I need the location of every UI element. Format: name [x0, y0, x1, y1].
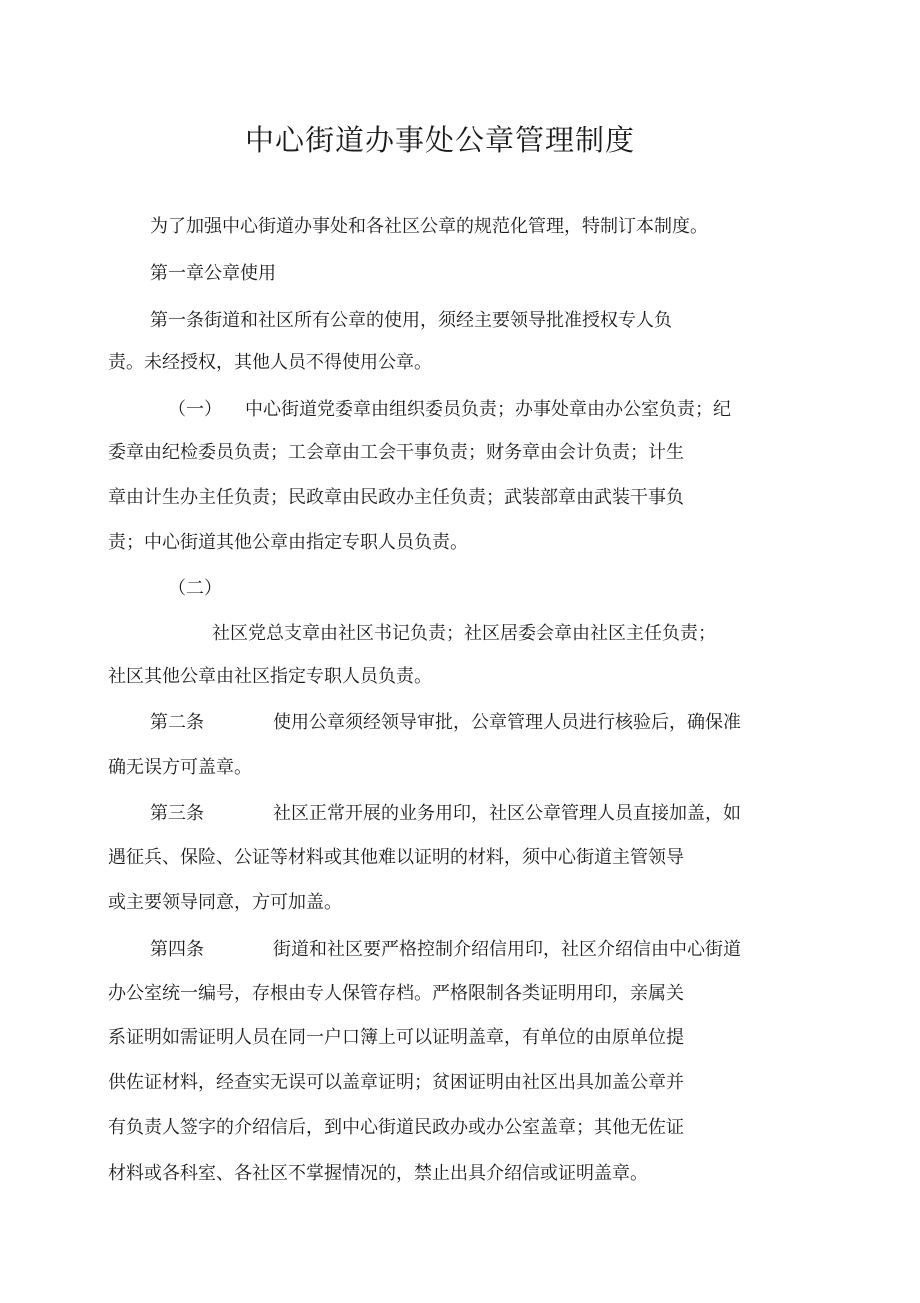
article2-label: 第二条 [150, 712, 204, 733]
article4-line4: 供佐证材料，经查实无误可以盖章证明；贫困证明由社区出具加盖公章并 [108, 1072, 684, 1093]
item2-line1: 社区党总支章由社区书记负责；社区居委会章由社区主任负责； [212, 623, 716, 644]
item1-line4: 责；中心街道其他公章由指定专职人员负责。 [108, 532, 468, 553]
article4-line6: 材料或各科室、各社区不掌握情况的，禁止出具介绍信或证明盖章。 [108, 1163, 648, 1184]
article1-line2: 责。未经授权，其他人员不得使用公章。 [108, 352, 432, 373]
article4-label: 第四条 [150, 939, 204, 960]
item1-line3: 章由计生办主任负责；民政章由民政办主任负责；武装部章由武装干事负 [108, 487, 684, 508]
item2-line2: 社区其他公章由社区指定专职人员负责。 [108, 666, 432, 687]
article3-line3: 或主要领导同意，方可加盖。 [108, 892, 342, 913]
article4-line3: 系证明如需证明人员在同一户口簿上可以证明盖章，有单位的由原单位提 [108, 1027, 684, 1048]
article2-line1: 使用公章须经领导审批，公章管理人员进行核验后，确保准 [273, 712, 741, 733]
article2-line2: 确无误方可盖章。 [108, 757, 252, 778]
article3-line2: 遇征兵、保险、公证等材料或其他难以证明的材料，须中心街道主管领导 [108, 847, 684, 868]
article4-line1: 街道和社区要严格控制介绍信用印，社区介绍信由中心街道 [273, 939, 741, 960]
chapter-heading: 第一章公章使用 [150, 263, 276, 284]
item2-label: （二） [168, 578, 222, 599]
item1-line2: 委章由纪检委员负责；工会章由工会干事负责；财务章由会计负责；计生 [108, 442, 684, 463]
intro-paragraph: 为了加强中心街道办事处和各社区公章的规范化管理，特制订本制度。 [150, 216, 708, 237]
article3-label: 第三条 [150, 803, 204, 824]
item1-line1: 中心街道党委章由组织委员负责；办事处章由办公室负责；纪 [245, 399, 731, 420]
article4-line5: 有负责人签字的介绍信后，到中心街道民政办或办公室盖章；其他无佐证 [108, 1117, 684, 1138]
article4-line2: 办公室统一编号，存根由专人保管存档。严格限制各类证明用印，亲属关 [108, 983, 684, 1004]
article1-line1: 第一条街道和社区所有公章的使用，须经主要领导批准授权专人负 [150, 310, 672, 331]
article3-line1: 社区正常开展的业务用印，社区公章管理人员直接加盖，如 [273, 803, 741, 824]
document-title: 中心街道办事处公章管理制度 [244, 123, 635, 157]
item1-label: （一） [168, 399, 222, 420]
